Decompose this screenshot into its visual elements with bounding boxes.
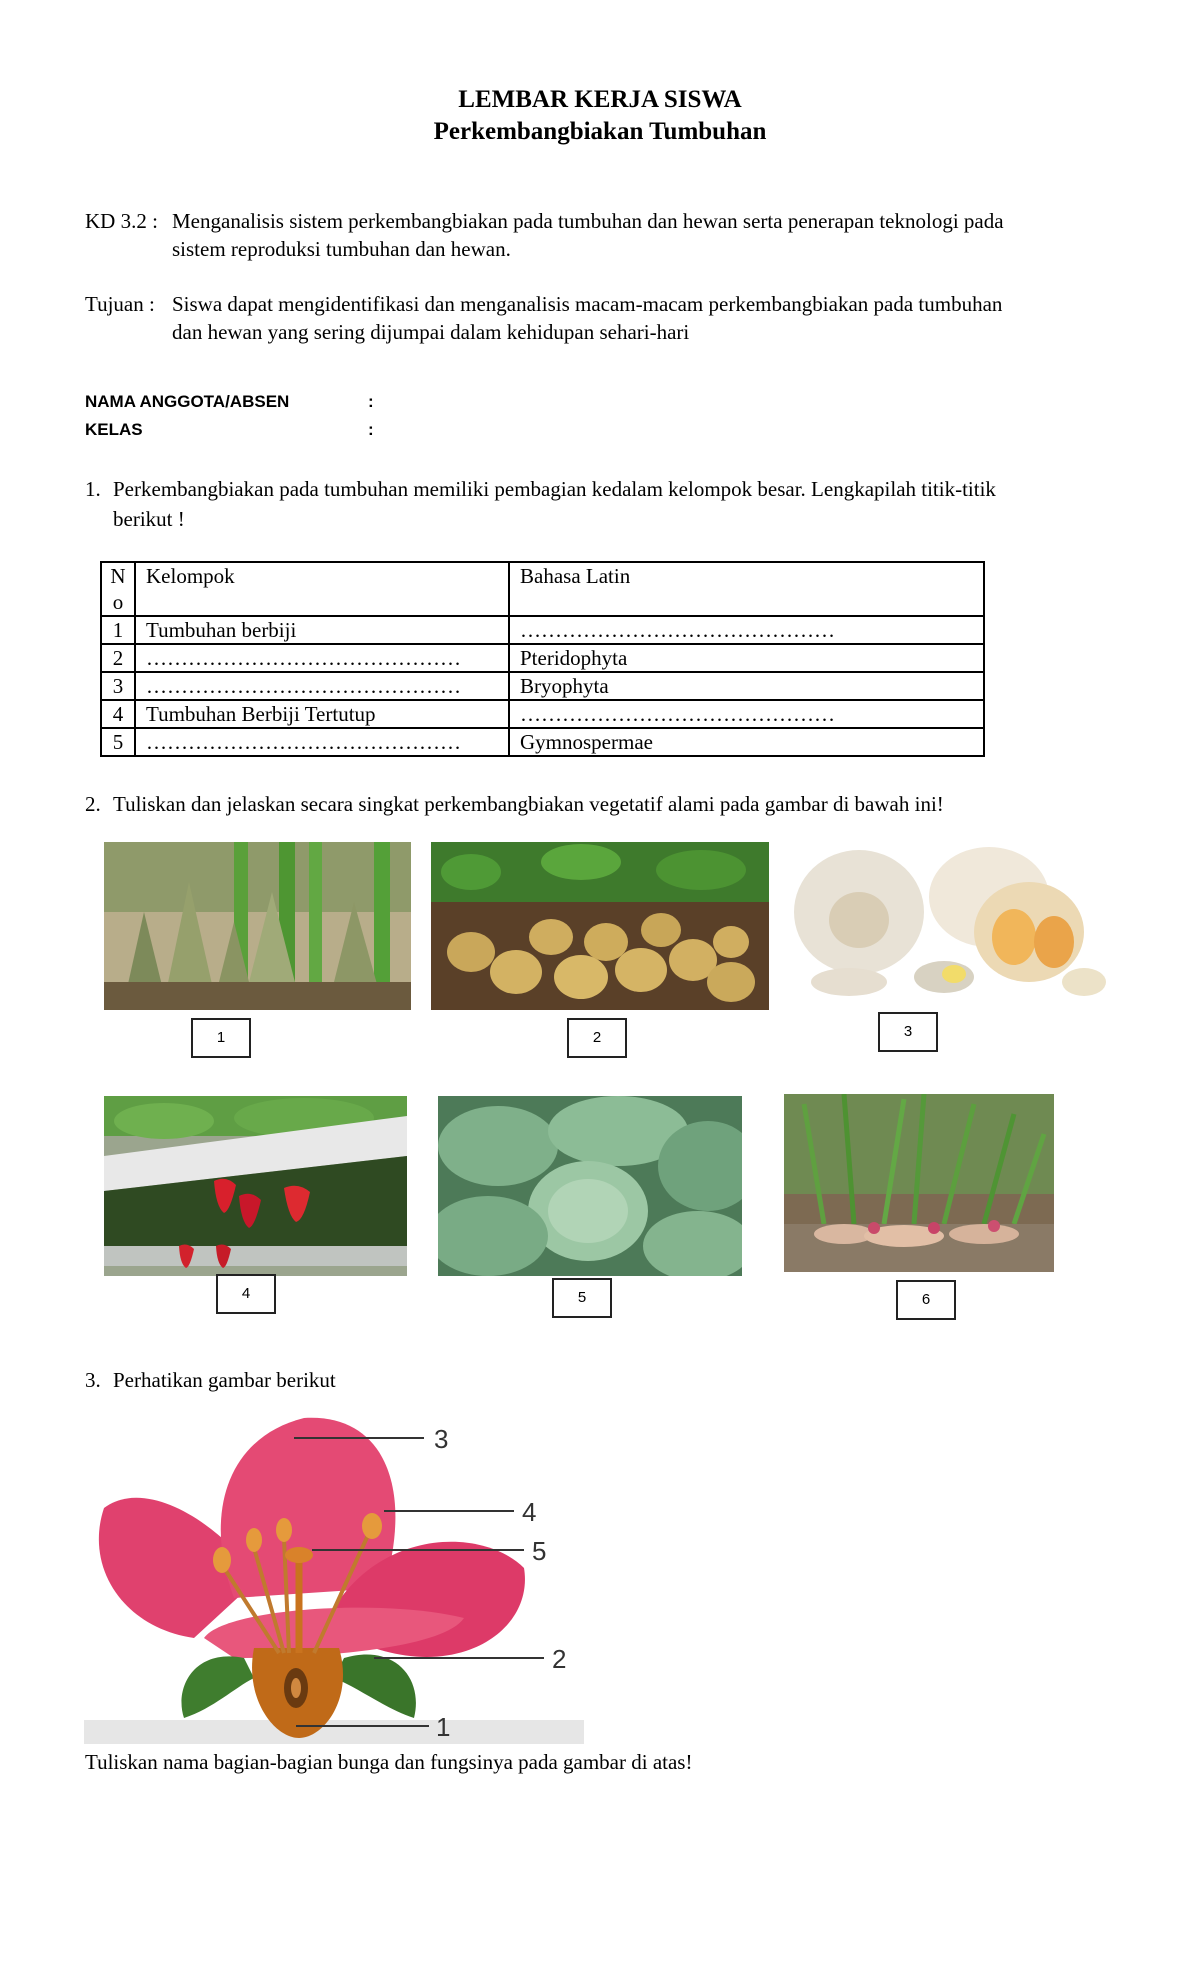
row-no: 3 [101, 672, 135, 700]
class-label: KELAS [85, 420, 143, 439]
tujuan-text-line1: Siswa dapat mengidentifikasi dan menganalisis macam-macam perkembangbiakan pada tumbuhan [172, 292, 1003, 316]
strawberry-photo [104, 1096, 407, 1276]
row-no: 5 [101, 728, 135, 756]
name-label: NAMA ANGGOTA/ABSEN [85, 392, 290, 411]
q1-number: 1. [85, 477, 101, 501]
photo-label-1: 1 [191, 1018, 251, 1058]
callout-4: 4 [522, 1497, 537, 1527]
flower-diagram [84, 1408, 584, 1744]
callout-1: 1 [436, 1712, 451, 1742]
worksheet-subtitle: Perkembangbiakan Tumbuhan [433, 118, 767, 145]
q3-text: Perhatikan gambar berikut [113, 1368, 336, 1392]
photo-label-6: 6 [896, 1280, 956, 1320]
row-no: 1 [101, 616, 135, 644]
row-latin: Gymnospermae [509, 728, 984, 756]
row-no: 4 [101, 700, 135, 728]
row-no: 2 [101, 644, 135, 672]
worksheet-title: LEMBAR KERJA SISWA [458, 86, 742, 113]
callout-5: 5 [532, 1536, 547, 1566]
class-colon: : [368, 420, 374, 439]
anther [213, 1547, 231, 1573]
plant-group-table [100, 561, 985, 757]
name-colon: : [368, 392, 374, 411]
q1-text-line1: Perkembangbiakan pada tumbuhan memiliki pembagian kedalam kelompok besar. Lengkapilah titik-titik [113, 477, 996, 501]
q3-instruction: Tuliskan nama bagian-bagian bunga dan fungsinya pada gambar di atas! [85, 1750, 693, 1774]
photo-label-4: 4 [216, 1274, 276, 1314]
kd-text-line2: sistem reproduksi tumbuhan dan hewan. [172, 237, 511, 261]
q2-text: Tuliskan dan jelaskan secara singkat perkembangbiakan vegetatif alami pada gambar di bawah ini! [113, 792, 944, 816]
anther [246, 1528, 262, 1552]
callout-3: 3 [434, 1424, 449, 1454]
table-row [101, 616, 984, 644]
tujuan-text-line2: dan hewan yang sering dijumpai dalam kehidupan sehari-hari [172, 320, 690, 344]
kd-label: KD 3.2 : [85, 209, 158, 233]
photo-label-2: 2 [567, 1018, 627, 1058]
anther [276, 1518, 292, 1542]
row-group: Tumbuhan Berbiji Tertutup [135, 700, 509, 728]
garlic-photo [789, 842, 1107, 1008]
ginger-photo [784, 1094, 1054, 1272]
row-latin: ……………………………………… [509, 616, 984, 644]
row-latin: ……………………………………… [509, 700, 984, 728]
callout-2: 2 [552, 1644, 567, 1674]
table-row [101, 700, 984, 728]
header-group: Kelompok [135, 562, 509, 616]
table-row [101, 644, 984, 672]
table-header-row [101, 562, 984, 616]
tujuan-label: Tujuan : [85, 292, 155, 316]
potatoes-photo [431, 842, 769, 1010]
stigma [285, 1547, 313, 1563]
q1-text-line2: berikut ! [113, 507, 185, 531]
table-row [101, 672, 984, 700]
kd-text-line1: Menganalisis sistem perkembangbiakan pada tumbuhan dan hewan serta penerapan teknologi pada [172, 209, 1004, 233]
photo-label-3: 3 [878, 1012, 938, 1052]
table-row [101, 728, 984, 756]
row-latin: Pteridophyta [509, 644, 984, 672]
header-no: N o [101, 562, 135, 616]
row-group: ……………………………………… [135, 728, 509, 756]
anther [362, 1513, 382, 1539]
row-group: Tumbuhan berbiji [135, 616, 509, 644]
row-group: ……………………………………… [135, 672, 509, 700]
bamboo-shoots-photo [104, 842, 411, 1010]
photo-label-5: 5 [552, 1278, 612, 1318]
q3-number: 3. [85, 1368, 101, 1392]
header-latin: Bahasa Latin [509, 562, 984, 616]
kalanchoe-photo [438, 1096, 742, 1276]
row-group: ……………………………………… [135, 644, 509, 672]
row-latin: Bryophyta [509, 672, 984, 700]
q2-number: 2. [85, 792, 101, 816]
